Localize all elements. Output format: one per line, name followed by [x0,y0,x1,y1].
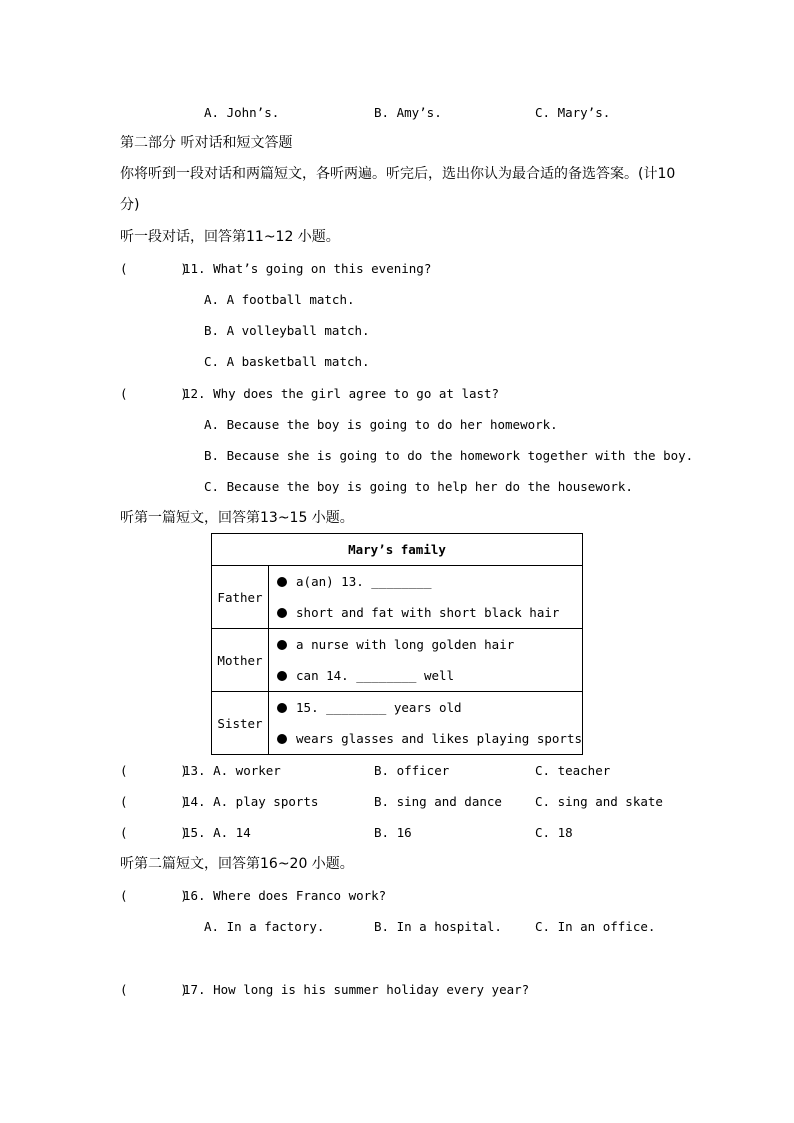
fact-text: short and fat with short black hair [296,605,560,620]
option-c: C. Mary’s. [535,105,611,120]
answer-bracket: ( ) [120,261,188,276]
bullet-icon [277,640,287,650]
fact-text: 15. ________ years old [296,700,462,715]
bullet-icon [277,577,287,587]
table-row [212,692,583,755]
q13-option-b: B. officer [374,763,450,778]
answer-bracket: ( ) [120,825,188,840]
passage2-intro: 听第二篇短文，回答第16~20 小题。 [120,856,354,872]
q11-option-c: C. A basketball match. [204,354,370,369]
q11-option-b: B. A volleyball match. [204,323,370,338]
answer-bracket: ( ) [120,888,188,903]
bullet-icon [277,703,287,713]
option-a: A. John’s. [204,105,280,120]
q14-option-b: B. sing and dance [374,794,502,809]
q12-option-c: C. Because the boy is going to help her do the housework. [204,479,633,494]
person-cell: Sister [212,692,269,755]
person-cell: Mother [212,629,269,692]
q16-option-a: A. In a factory. [204,919,325,934]
q12-option-a: A. Because the boy is going to do her homework. [204,417,558,432]
answer-bracket: ( ) [120,763,188,778]
question-14: 14. A. play sports [183,794,319,809]
q16-option-c: C. In an office. [535,919,656,934]
q11-option-a: A. A football match. [204,292,355,307]
question-11: 11. What’s going on this evening? [183,261,432,276]
answer-bracket: ( ) [120,794,188,809]
fact-text: wears glasses and likes playing sports [296,731,582,746]
fact-text: can 14. ________ well [296,668,455,683]
answer-bracket: ( ) [120,982,188,997]
table-title: Mary’s family [212,534,583,566]
q14-option-c: C. sing and skate [535,794,663,809]
section-heading: 第二部分 听对话和短文答题 [120,135,293,151]
table-row [212,629,583,692]
family-table [211,533,583,755]
question-16: 16. Where does Franco work? [183,888,387,903]
table-row [212,566,583,629]
question-17: 17. How long is his summer holiday every year? [183,982,530,997]
answer-bracket: ( ) [120,386,188,401]
bullet-icon [277,734,287,744]
option-b: B. Amy’s. [374,105,442,120]
fact-text: a(an) 13. ________ [296,574,432,589]
person-cell: Father [212,566,269,629]
question-15: 15. A. 14 [183,825,251,840]
bullet-icon [277,671,287,681]
instruction-line-1: 你将听到一段对话和两篇短文，各听两遍。听完后，选出你认为最合适的备选答案。(计10 [120,166,676,182]
bullet-icon [277,608,287,618]
q13-option-c: C. teacher [535,763,611,778]
dialogue-intro: 听一段对话，回答第11~12 小题。 [120,229,340,245]
q15-option-b: B. 16 [374,825,412,840]
question-12: 12. Why does the girl agree to go at last? [183,386,500,401]
passage1-intro: 听第一篇短文，回答第13~15 小题。 [120,510,354,526]
q12-option-b: B. Because she is going to do the homework together with the boy. [204,448,694,463]
question-13: 13. A. worker [183,763,281,778]
q16-option-b: B. In a hospital. [374,919,502,934]
fact-text: a nurse with long golden hair [296,637,515,652]
instruction-line-2: 分) [120,197,140,213]
q15-option-c: C. 18 [535,825,573,840]
